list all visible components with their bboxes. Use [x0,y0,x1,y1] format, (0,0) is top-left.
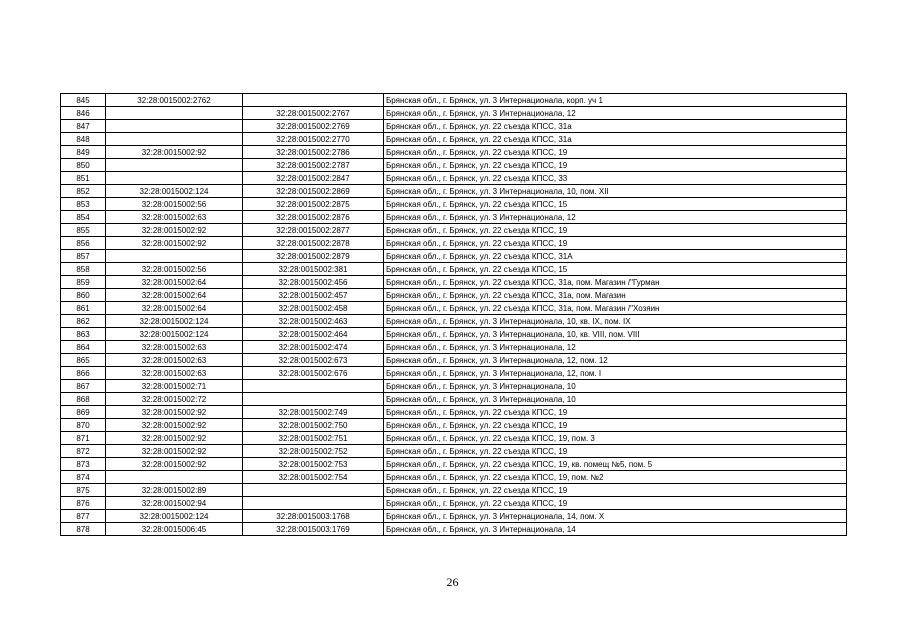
cadastral-number-a-cell: 32:28:0015002:56 [106,198,243,211]
address-cell: Брянская обл., г. Брянск, ул. 3 Интернационала, 10 [384,380,847,393]
cadastral-number-a-cell: 32:28:0015002:64 [106,276,243,289]
table-row [61,172,847,185]
row-number-cell: 864 [61,341,106,354]
table-row [61,146,847,159]
cadastral-number-b-cell: 32:28:0015002:2767 [243,107,384,120]
table-row [61,120,847,133]
table-row [61,380,847,393]
cadastral-number-a-cell: 32:28:0015002:2762 [106,94,243,107]
address-cell: Брянская обл., г. Брянск, ул. 3 Интернационала, 14 [384,523,847,536]
address-cell: Брянская обл., г. Брянск, ул. 22 съезда КПСС, 19 [384,406,847,419]
cadastral-number-b-cell: 32:28:0015002:2770 [243,133,384,146]
row-number-cell: 873 [61,458,106,471]
address-cell: Брянская обл., г. Брянск, ул. 22 съезда КПСС, 19 [384,237,847,250]
table-row [61,263,847,276]
address-cell: Брянская обл., г. Брянск, ул. 3 Интернационала, 10, кв. IX, пом. IX [384,315,847,328]
address-cell: Брянская обл., г. Брянск, ул. 22 съезда КПСС, 19 [384,445,847,458]
row-number-cell: 876 [61,497,106,510]
cadastral-number-a-cell: 32:28:0015002:92 [106,445,243,458]
address-cell: Брянская обл., г. Брянск, ул. 3 Интернационала, 12 [384,107,847,120]
cadastral-number-b-cell: 32:28:0015002:676 [243,367,384,380]
row-number-cell: 869 [61,406,106,419]
cadastral-number-b-cell [243,484,384,497]
table-row [61,107,847,120]
table-row [61,276,847,289]
address-cell: Брянская обл., г. Брянск, ул. 22 съезда КПСС, 19, пом. 3 [384,432,847,445]
row-number-cell: 866 [61,367,106,380]
row-number-cell: 863 [61,328,106,341]
row-number-cell: 850 [61,159,106,172]
cadastral-number-a-cell [106,120,243,133]
cadastral-number-a-cell: 32:28:0015002:63 [106,211,243,224]
table-row [61,471,847,484]
cadastral-table-container [60,93,846,536]
address-cell: Брянская обл., г. Брянск, ул. 22 съезда КПСС, 15 [384,198,847,211]
address-cell: Брянская обл., г. Брянск, ул. 22 съезда КПСС, 19 [384,159,847,172]
cadastral-number-b-cell: 32:28:0015002:458 [243,302,384,315]
address-cell: Брянская обл., г. Брянск, ул. 22 съезда КПСС, 31а, пом. Магазин /"Гурман [384,276,847,289]
address-cell: Брянская обл., г. Брянск, ул. 22 съезда КПСС, 15 [384,263,847,276]
row-number-cell: 853 [61,198,106,211]
cadastral-number-a-cell: 32:28:0015002:92 [106,432,243,445]
cadastral-number-a-cell: 32:28:0015002:124 [106,510,243,523]
row-number-cell: 851 [61,172,106,185]
table-row [61,341,847,354]
row-number-cell: 846 [61,107,106,120]
cadastral-number-b-cell: 32:28:0015002:456 [243,276,384,289]
cadastral-number-b-cell: 32:28:0015003:1768 [243,510,384,523]
page-number: 26 [446,575,459,589]
row-number-cell: 875 [61,484,106,497]
table-row [61,328,847,341]
cadastral-number-a-cell [106,250,243,263]
address-cell: Брянская обл., г. Брянск, ул. 3 Интернационала, 10 [384,393,847,406]
row-number-cell: 855 [61,224,106,237]
cadastral-number-b-cell: 32:28:0015002:2869 [243,185,384,198]
table-row [61,94,847,107]
row-number-cell: 860 [61,289,106,302]
table-row [61,484,847,497]
cadastral-number-a-cell: 32:28:0015002:63 [106,354,243,367]
address-cell: Брянская обл., г. Брянск, ул. 22 съезда КПСС, 31А [384,250,847,263]
row-number-cell: 874 [61,471,106,484]
cadastral-number-a-cell: 32:28:0015002:92 [106,146,243,159]
cadastral-number-a-cell: 32:28:0015002:124 [106,185,243,198]
address-cell: Брянская обл., г. Брянск, ул. 3 Интернационала, 12, пом. I [384,367,847,380]
table-row [61,159,847,172]
table-row [61,523,847,536]
address-cell: Брянская обл., г. Брянск, ул. 22 съезда КПСС, 33 [384,172,847,185]
row-number-cell: 849 [61,146,106,159]
address-cell: Брянская обл., г. Брянск, ул. 22 съезда КПСС, 19 [384,497,847,510]
cadastral-number-b-cell [243,393,384,406]
cadastral-number-b-cell: 32:28:0015002:753 [243,458,384,471]
row-number-cell: 847 [61,120,106,133]
cadastral-number-b-cell [243,380,384,393]
row-number-cell: 858 [61,263,106,276]
cadastral-number-b-cell: 32:28:0015002:749 [243,406,384,419]
cadastral-number-a-cell: 32:28:0015002:56 [106,263,243,276]
cadastral-number-a-cell [106,107,243,120]
cadastral-number-b-cell: 32:28:0015002:673 [243,354,384,367]
address-cell: Брянская обл., г. Брянск, ул. 3 Интернационала, 12 [384,341,847,354]
cadastral-number-b-cell: 32:28:0015002:2876 [243,211,384,224]
cadastral-number-b-cell: 32:28:0015002:463 [243,315,384,328]
cadastral-number-b-cell: 32:28:0015002:754 [243,471,384,484]
cadastral-number-a-cell: 32:28:0015002:94 [106,497,243,510]
table-row [61,510,847,523]
cadastral-number-b-cell: 32:28:0015002:2875 [243,198,384,211]
row-number-cell: 871 [61,432,106,445]
address-cell: Брянская обл., г. Брянск, ул. 22 съезда КПСС, 31а [384,133,847,146]
table-row [61,458,847,471]
address-cell: Брянская обл., г. Брянск, ул. 22 съезда КПСС, 19 [384,484,847,497]
table-row [61,211,847,224]
address-cell: Брянская обл., г. Брянск, ул. 22 съезда КПСС, 31а, пом. Магазин [384,289,847,302]
table-row [61,289,847,302]
address-cell: Брянская обл., г. Брянск, ул. 3 Интернационала, корп. уч 1 [384,94,847,107]
cadastral-number-b-cell [243,94,384,107]
table-body [61,94,847,536]
table-row [61,393,847,406]
cadastral-number-a-cell [106,471,243,484]
row-number-cell: 857 [61,250,106,263]
cadastral-number-b-cell: 32:28:0015002:752 [243,445,384,458]
cadastral-number-a-cell: 32:28:0015002:92 [106,458,243,471]
table-row [61,250,847,263]
row-number-cell: 861 [61,302,106,315]
cadastral-number-a-cell: 32:28:0015006:45 [106,523,243,536]
table-row [61,198,847,211]
cadastral-number-b-cell: 32:28:0015002:2786 [243,146,384,159]
address-cell: Брянская обл., г. Брянск, ул. 3 Интернационала, 12, пом. 12 [384,354,847,367]
row-number-cell: 845 [61,94,106,107]
table-row [61,133,847,146]
table-row [61,419,847,432]
cadastral-number-a-cell: 32:28:0015002:63 [106,341,243,354]
row-number-cell: 856 [61,237,106,250]
cadastral-number-b-cell: 32:28:0015002:2787 [243,159,384,172]
cadastral-number-b-cell: 32:28:0015002:2879 [243,250,384,263]
cadastral-number-a-cell: 32:28:0015002:64 [106,302,243,315]
table-row [61,315,847,328]
cadastral-number-a-cell [106,172,243,185]
cadastral-number-a-cell: 32:28:0015002:71 [106,380,243,393]
cadastral-number-a-cell: 32:28:0015002:92 [106,419,243,432]
cadastral-number-b-cell: 32:28:0015002:751 [243,432,384,445]
address-cell: Брянская обл., г. Брянск, ул. 3 Интернационала, 12 [384,211,847,224]
cadastral-number-b-cell: 32:28:0015002:457 [243,289,384,302]
cadastral-number-b-cell: 32:28:0015003:1769 [243,523,384,536]
address-cell: Брянская обл., г. Брянск, ул. 3 Интернационала, 14, пом. X [384,510,847,523]
table-row [61,224,847,237]
address-cell: Брянская обл., г. Брянск, ул. 22 съезда КПСС, 19 [384,146,847,159]
cadastral-number-a-cell: 32:28:0015002:92 [106,237,243,250]
cadastral-table [60,93,847,536]
cadastral-number-a-cell: 32:28:0015002:124 [106,328,243,341]
cadastral-number-b-cell: 32:28:0015002:2769 [243,120,384,133]
row-number-cell: 848 [61,133,106,146]
cadastral-number-a-cell: 32:28:0015002:92 [106,406,243,419]
table-row [61,237,847,250]
address-cell: Брянская обл., г. Брянск, ул. 22 съезда КПСС, 19 [384,224,847,237]
cadastral-number-b-cell: 32:28:0015002:464 [243,328,384,341]
table-row [61,497,847,510]
row-number-cell: 862 [61,315,106,328]
cadastral-number-a-cell: 32:28:0015002:72 [106,393,243,406]
row-number-cell: 854 [61,211,106,224]
row-number-cell: 867 [61,380,106,393]
cadastral-number-b-cell: 32:28:0015002:2878 [243,237,384,250]
table-row [61,354,847,367]
row-number-cell: 872 [61,445,106,458]
cadastral-number-a-cell: 32:28:0015002:64 [106,289,243,302]
cadastral-number-a-cell: 32:28:0015002:63 [106,367,243,380]
address-cell: Брянская обл., г. Брянск, ул. 22 съезда КПСС, 19 [384,419,847,432]
address-cell: Брянская обл., г. Брянск, ул. 22 съезда КПСС, 31а [384,120,847,133]
row-number-cell: 852 [61,185,106,198]
cadastral-number-a-cell: 32:28:0015002:89 [106,484,243,497]
row-number-cell: 859 [61,276,106,289]
cadastral-number-b-cell: 32:28:0015002:474 [243,341,384,354]
cadastral-number-b-cell [243,497,384,510]
address-cell: Брянская обл., г. Брянск, ул. 22 съезда КПСС, 31а, пом. Магазин /"Хозяин [384,302,847,315]
row-number-cell: 877 [61,510,106,523]
table-row [61,445,847,458]
cadastral-number-b-cell: 32:28:0015002:381 [243,263,384,276]
table-row [61,367,847,380]
table-row [61,185,847,198]
cadastral-number-b-cell: 32:28:0015002:2847 [243,172,384,185]
address-cell: Брянская обл., г. Брянск, ул. 3 Интернационала, 10, пом. XII [384,185,847,198]
table-row [61,302,847,315]
cadastral-number-a-cell: 32:28:0015002:92 [106,224,243,237]
address-cell: Брянская обл., г. Брянск, ул. 3 Интернационала, 10, кв. VIII, пом. VIII [384,328,847,341]
address-cell: Брянская обл., г. Брянск, ул. 22 съезда КПСС, 19, пом. №2 [384,471,847,484]
table-row [61,406,847,419]
row-number-cell: 878 [61,523,106,536]
row-number-cell: 868 [61,393,106,406]
cadastral-number-b-cell: 32:28:0015002:2877 [243,224,384,237]
row-number-cell: 865 [61,354,106,367]
row-number-cell: 870 [61,419,106,432]
address-cell: Брянская обл., г. Брянск, ул. 22 съезда КПСС, 19, кв. помещ №5, пом. 5 [384,458,847,471]
cadastral-number-a-cell [106,133,243,146]
cadastral-number-a-cell: 32:28:0015002:124 [106,315,243,328]
table-row [61,432,847,445]
cadastral-number-b-cell: 32:28:0015002:750 [243,419,384,432]
cadastral-number-a-cell [106,159,243,172]
